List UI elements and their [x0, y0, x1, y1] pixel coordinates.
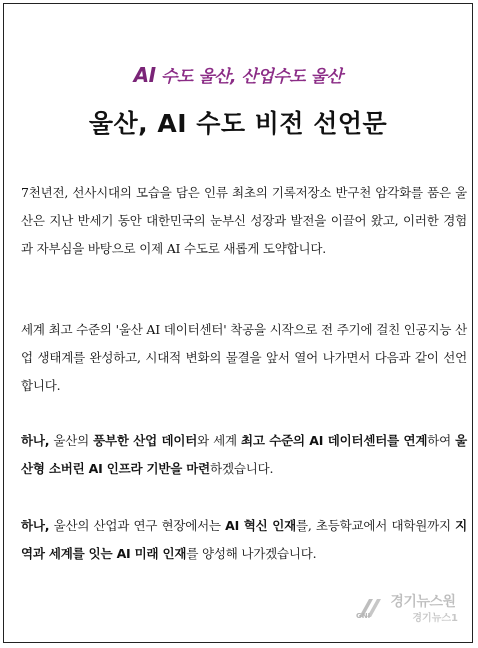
- slogan-logo: [4, 62, 472, 87]
- slogan-ai: AI: [133, 63, 156, 87]
- watermark: [355, 591, 458, 624]
- pledge-2-marker: 하나,: [21, 518, 50, 533]
- paragraph-intro: 7천년전, 선사시대의 모습을 담은 인류 최초의 기록저장소 반구천 암각화를 품은 울산은 지난 반세기 동안 대한민국의 눈부신 성장과 발전을 이끌어 왔고, 이러한 경험과 자부심을 바탕으로 이제 AI 수도로 새롭게 도약합니다.: [21, 185, 467, 256]
- document-frame: [3, 3, 473, 643]
- slogan-text: 수도 울산, 산업수도 울산: [155, 67, 343, 87]
- paragraph-pledge-2: 하나, 울산의 산업과 연구 현장에서는 AI 혁신 인재를, 초등학교에서 대학원까지 지역과 세계를 잇는 AI 미래 인재를 양성해 나가겠습니다.: [21, 518, 467, 561]
- pledge-1-marker: 하나,: [21, 433, 50, 448]
- svg-text:GNI: GNI: [356, 611, 371, 619]
- page-title: 울산, AI 수도 비전 선언문: [88, 109, 388, 138]
- watermark-name: 경기뉴스원: [390, 594, 456, 610]
- watermark-sub: 경기뉴스1: [412, 613, 458, 624]
- paragraph-pledge-1: 하나, 울산의 풍부한 산업 데이터와 세계 최고 수준의 AI 데이터센터를 연계하여 울산형 소버린 AI 인프라 기반을 마련하겠습니다.: [21, 433, 467, 476]
- news-logo-icon: [355, 597, 385, 619]
- paragraph-declaration-lead: 세계 최고 수준의 '울산 AI 데이터센터' 착공을 시작으로 전 주기에 걸친 인공지능 산업 생태계를 완성하고, 시대적 변화의 물결을 앞서 열어 나가면서 다음과 같이 선언합니다.: [21, 322, 467, 393]
